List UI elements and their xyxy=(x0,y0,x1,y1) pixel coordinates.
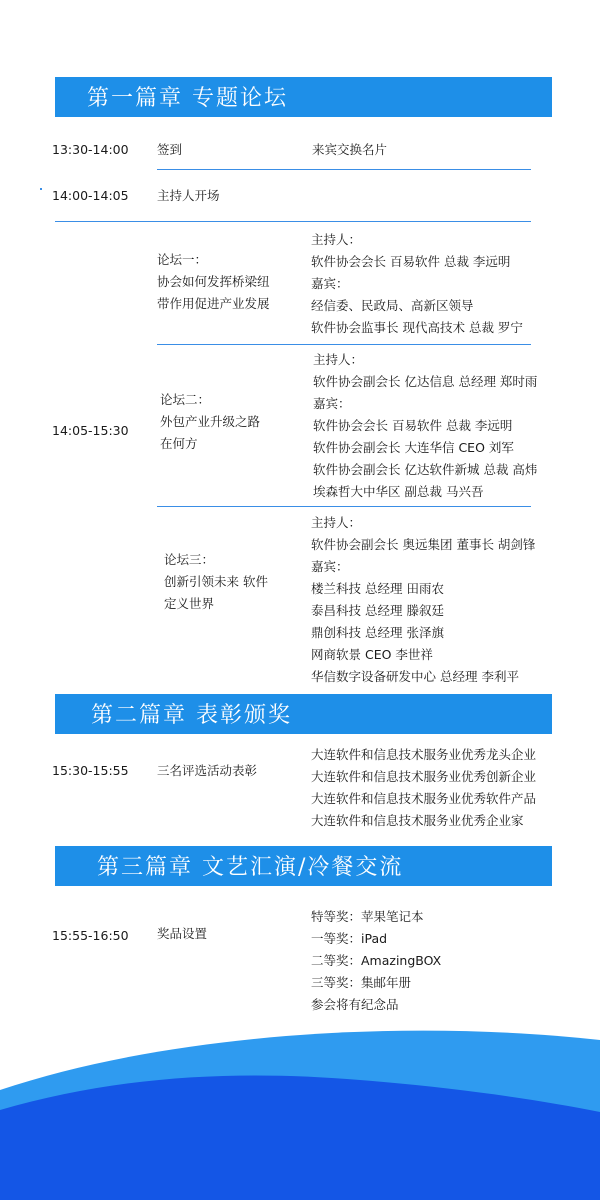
person-line: 主持人： xyxy=(311,515,362,530)
person-line: 埃森哲大中华区 副总裁 马兴吾 xyxy=(313,484,484,499)
decorative-dot xyxy=(40,188,42,190)
row-divider xyxy=(55,221,531,222)
award-item: 大连软件和信息技术服务业优秀龙头企业 xyxy=(311,747,537,762)
detail-cell: 来宾交换名片 xyxy=(312,142,388,157)
person-line: 网商软景 CEO 李世祥 xyxy=(311,647,433,662)
time-cell: 15:30-15:55 xyxy=(52,763,129,778)
person-line: 鼎创科技 总经理 张泽旗 xyxy=(311,625,444,640)
award-item: 大连软件和信息技术服务业优秀企业家 xyxy=(311,813,524,828)
award-item: 大连软件和信息技术服务业优秀软件产品 xyxy=(311,791,537,806)
person-line: 软件协会监事长 现代高技术 总裁 罗宁 xyxy=(311,320,523,335)
prize-item: 一等奖：iPad xyxy=(311,931,388,946)
prize-item: 参会将有纪念品 xyxy=(311,997,399,1012)
time-cell: 15:55-16:50 xyxy=(52,928,129,943)
bottom-wave-decoration xyxy=(0,1020,600,1200)
forum2-name xyxy=(160,389,260,455)
forum2-name-line: 论坛二： xyxy=(160,392,211,407)
item-cell: 签到 xyxy=(157,142,183,157)
forum1-name-line: 论坛一： xyxy=(157,252,208,267)
chapter-title: 第二篇章 表彰颁奖 xyxy=(91,703,292,728)
person-line: 软件协会副会长 奥远集团 董事长 胡剑锋 xyxy=(311,537,536,552)
forum1-name xyxy=(157,249,270,315)
forum1-name-line: 带作用促进产业发展 xyxy=(157,296,270,311)
forum-divider xyxy=(157,506,531,507)
forum3-name xyxy=(164,549,268,615)
forum3-name-line: 创新引领未来 软件 xyxy=(164,574,268,589)
row-divider xyxy=(157,169,531,170)
forum1-name-line: 协会如何发挥桥梁纽 xyxy=(157,274,270,289)
time-cell: 14:05-15:30 xyxy=(52,423,129,438)
person-line: 软件协会副会长 亿达信息 总经理 郑时雨 xyxy=(313,374,538,389)
person-line: 主持人： xyxy=(311,232,362,247)
forum1-people xyxy=(311,229,523,339)
forum3-name-line: 定义世界 xyxy=(164,596,215,611)
person-line: 软件协会副会长 亿达软件新城 总裁 高炜 xyxy=(313,462,538,477)
forum2-name-line: 外包产业升级之路 xyxy=(160,414,261,429)
prize-list xyxy=(311,906,441,1016)
person-line: 软件协会会长 百易软件 总裁 李远明 xyxy=(313,418,513,433)
chapter-banner-1 xyxy=(55,77,552,117)
chapter-banner-2 xyxy=(55,694,552,734)
forum2-name-line: 在何方 xyxy=(160,436,198,451)
item-cell: 三名评选活动表彰 xyxy=(157,763,258,778)
time-cell: 13:30-14:00 xyxy=(52,142,129,157)
person-line: 嘉宾： xyxy=(311,559,349,574)
prize-item: 三等奖：集邮年册 xyxy=(311,975,412,990)
item-cell: 奖品设置 xyxy=(157,926,208,941)
chapter-banner-3 xyxy=(55,846,552,886)
award-item: 大连软件和信息技术服务业优秀创新企业 xyxy=(311,769,537,784)
person-line: 嘉宾： xyxy=(313,396,351,411)
person-line: 经信委、民政局、高新区领导 xyxy=(311,298,474,313)
person-line: 主持人： xyxy=(313,352,364,367)
prize-item: 二等奖：AmazingBOX xyxy=(311,953,442,968)
forum3-people xyxy=(311,512,535,688)
forum-divider xyxy=(157,344,531,345)
prize-item: 特等奖：苹果笔记本 xyxy=(311,909,424,924)
chapter-title: 第三篇章 文艺汇演/冷餐交流 xyxy=(97,855,404,880)
person-line: 软件协会会长 百易软件 总裁 李远明 xyxy=(311,254,511,269)
chapter-title: 第一篇章 专题论坛 xyxy=(87,86,288,111)
time-cell: 14:00-14:05 xyxy=(52,188,129,203)
person-line: 华信数字设备研发中心 总经理 李利平 xyxy=(311,669,519,684)
award-list xyxy=(311,744,536,832)
person-line: 楼兰科技 总经理 田雨农 xyxy=(311,581,444,596)
forum3-name-line: 论坛三： xyxy=(164,552,215,567)
person-line: 嘉宾： xyxy=(311,276,349,291)
item-cell: 主持人开场 xyxy=(157,188,220,203)
person-line: 泰昌科技 总经理 滕叙廷 xyxy=(311,603,444,618)
person-line: 软件协会副会长 大连华信 CEO 刘军 xyxy=(313,440,514,455)
forum2-people xyxy=(313,349,537,503)
